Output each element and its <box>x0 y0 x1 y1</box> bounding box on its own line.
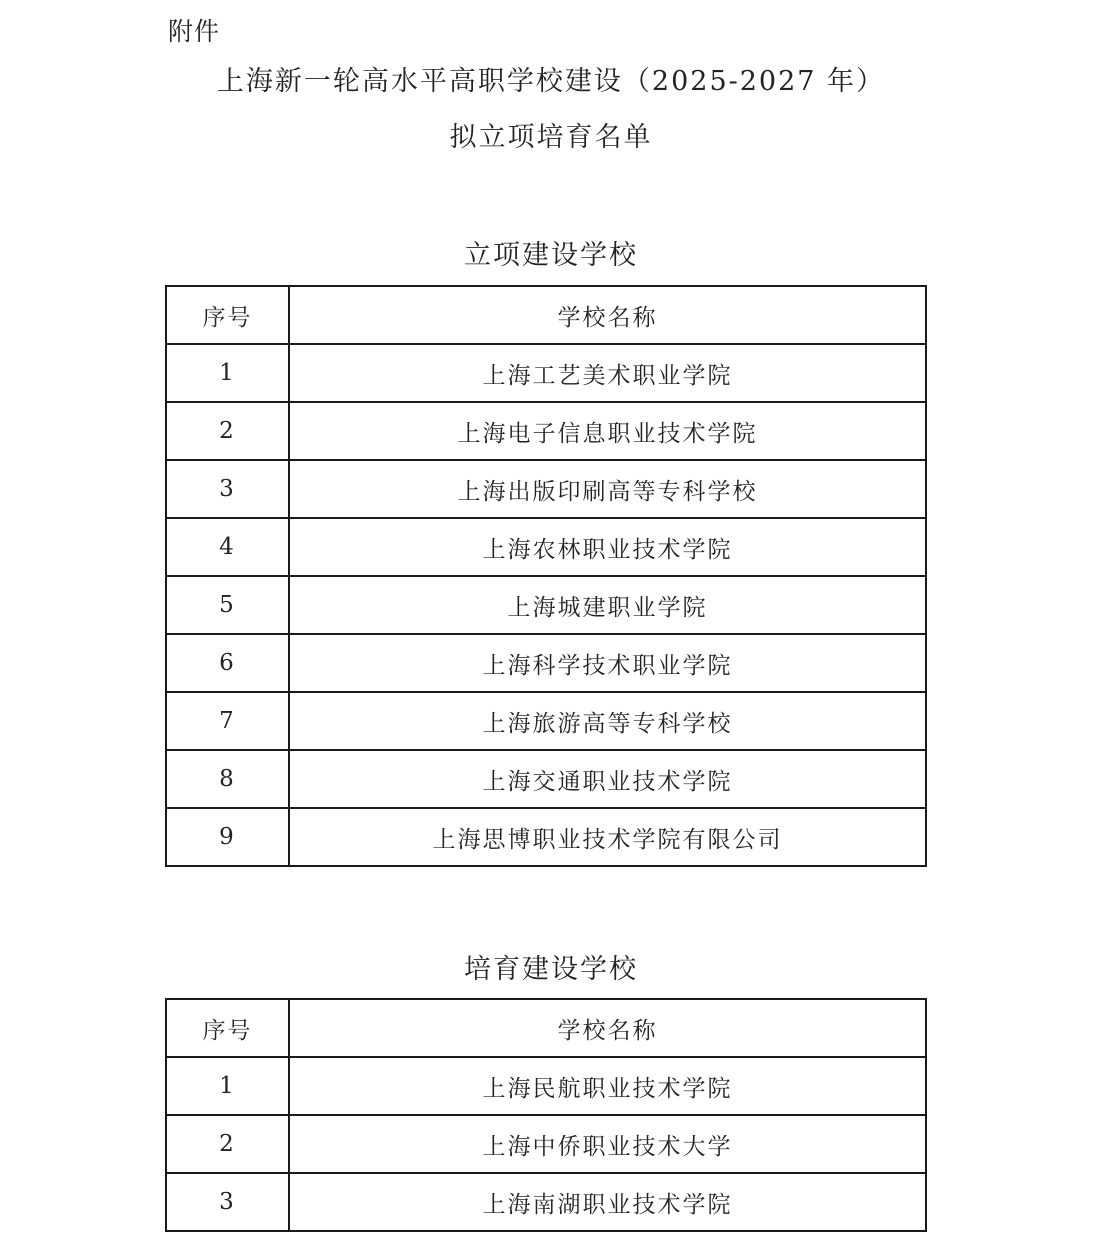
table-row <box>166 344 926 402</box>
school-name: 上海南湖职业技术学院 <box>289 1173 926 1231</box>
table-row <box>166 750 926 808</box>
table-row <box>166 1057 926 1115</box>
section-title-approved: 立项建设学校 <box>464 240 638 271</box>
approved-schools-table <box>165 285 927 867</box>
table-row <box>166 1115 926 1173</box>
table-row <box>166 518 926 576</box>
table-row <box>166 808 926 866</box>
table-header-row <box>166 999 926 1057</box>
row-number: 2 <box>166 402 289 460</box>
column-header-number: 序号 <box>166 999 289 1057</box>
school-name: 上海电子信息职业技术学院 <box>289 402 926 460</box>
table-row <box>166 692 926 750</box>
row-number: 8 <box>166 750 289 808</box>
row-number: 3 <box>166 460 289 518</box>
school-name: 上海工艺美术职业学院 <box>289 344 926 402</box>
table-row <box>166 460 926 518</box>
row-number: 5 <box>166 576 289 634</box>
row-number: 1 <box>166 1057 289 1115</box>
cultivation-schools-table <box>165 998 927 1232</box>
school-name: 上海农林职业技术学院 <box>289 518 926 576</box>
table-header-row <box>166 286 926 344</box>
column-header-number: 序号 <box>166 286 289 344</box>
column-header-school-name: 学校名称 <box>289 286 926 344</box>
school-name: 上海科学技术职业学院 <box>289 634 926 692</box>
school-name: 上海中侨职业技术大学 <box>289 1115 926 1173</box>
document-title: 上海新一轮高水平高职学校建设（2025-2027 年） <box>216 66 886 97</box>
row-number: 9 <box>166 808 289 866</box>
table-row <box>166 576 926 634</box>
school-name: 上海民航职业技术学院 <box>289 1057 926 1115</box>
row-number: 1 <box>166 344 289 402</box>
row-number: 7 <box>166 692 289 750</box>
column-header-school-name: 学校名称 <box>289 999 926 1057</box>
school-name: 上海思博职业技术学院有限公司 <box>289 808 926 866</box>
school-name: 上海交通职业技术学院 <box>289 750 926 808</box>
row-number: 4 <box>166 518 289 576</box>
table-row <box>166 402 926 460</box>
school-name: 上海城建职业学院 <box>289 576 926 634</box>
school-name: 上海出版印刷高等专科学校 <box>289 460 926 518</box>
row-number: 6 <box>166 634 289 692</box>
row-number: 2 <box>166 1115 289 1173</box>
school-name: 上海旅游高等专科学校 <box>289 692 926 750</box>
document-subtitle: 拟立项培育名单 <box>449 122 653 153</box>
section-title-cultivation: 培育建设学校 <box>464 954 638 985</box>
table-row <box>166 1173 926 1231</box>
row-number: 3 <box>166 1173 289 1231</box>
table-row <box>166 634 926 692</box>
attachment-label: 附件 <box>168 17 221 46</box>
